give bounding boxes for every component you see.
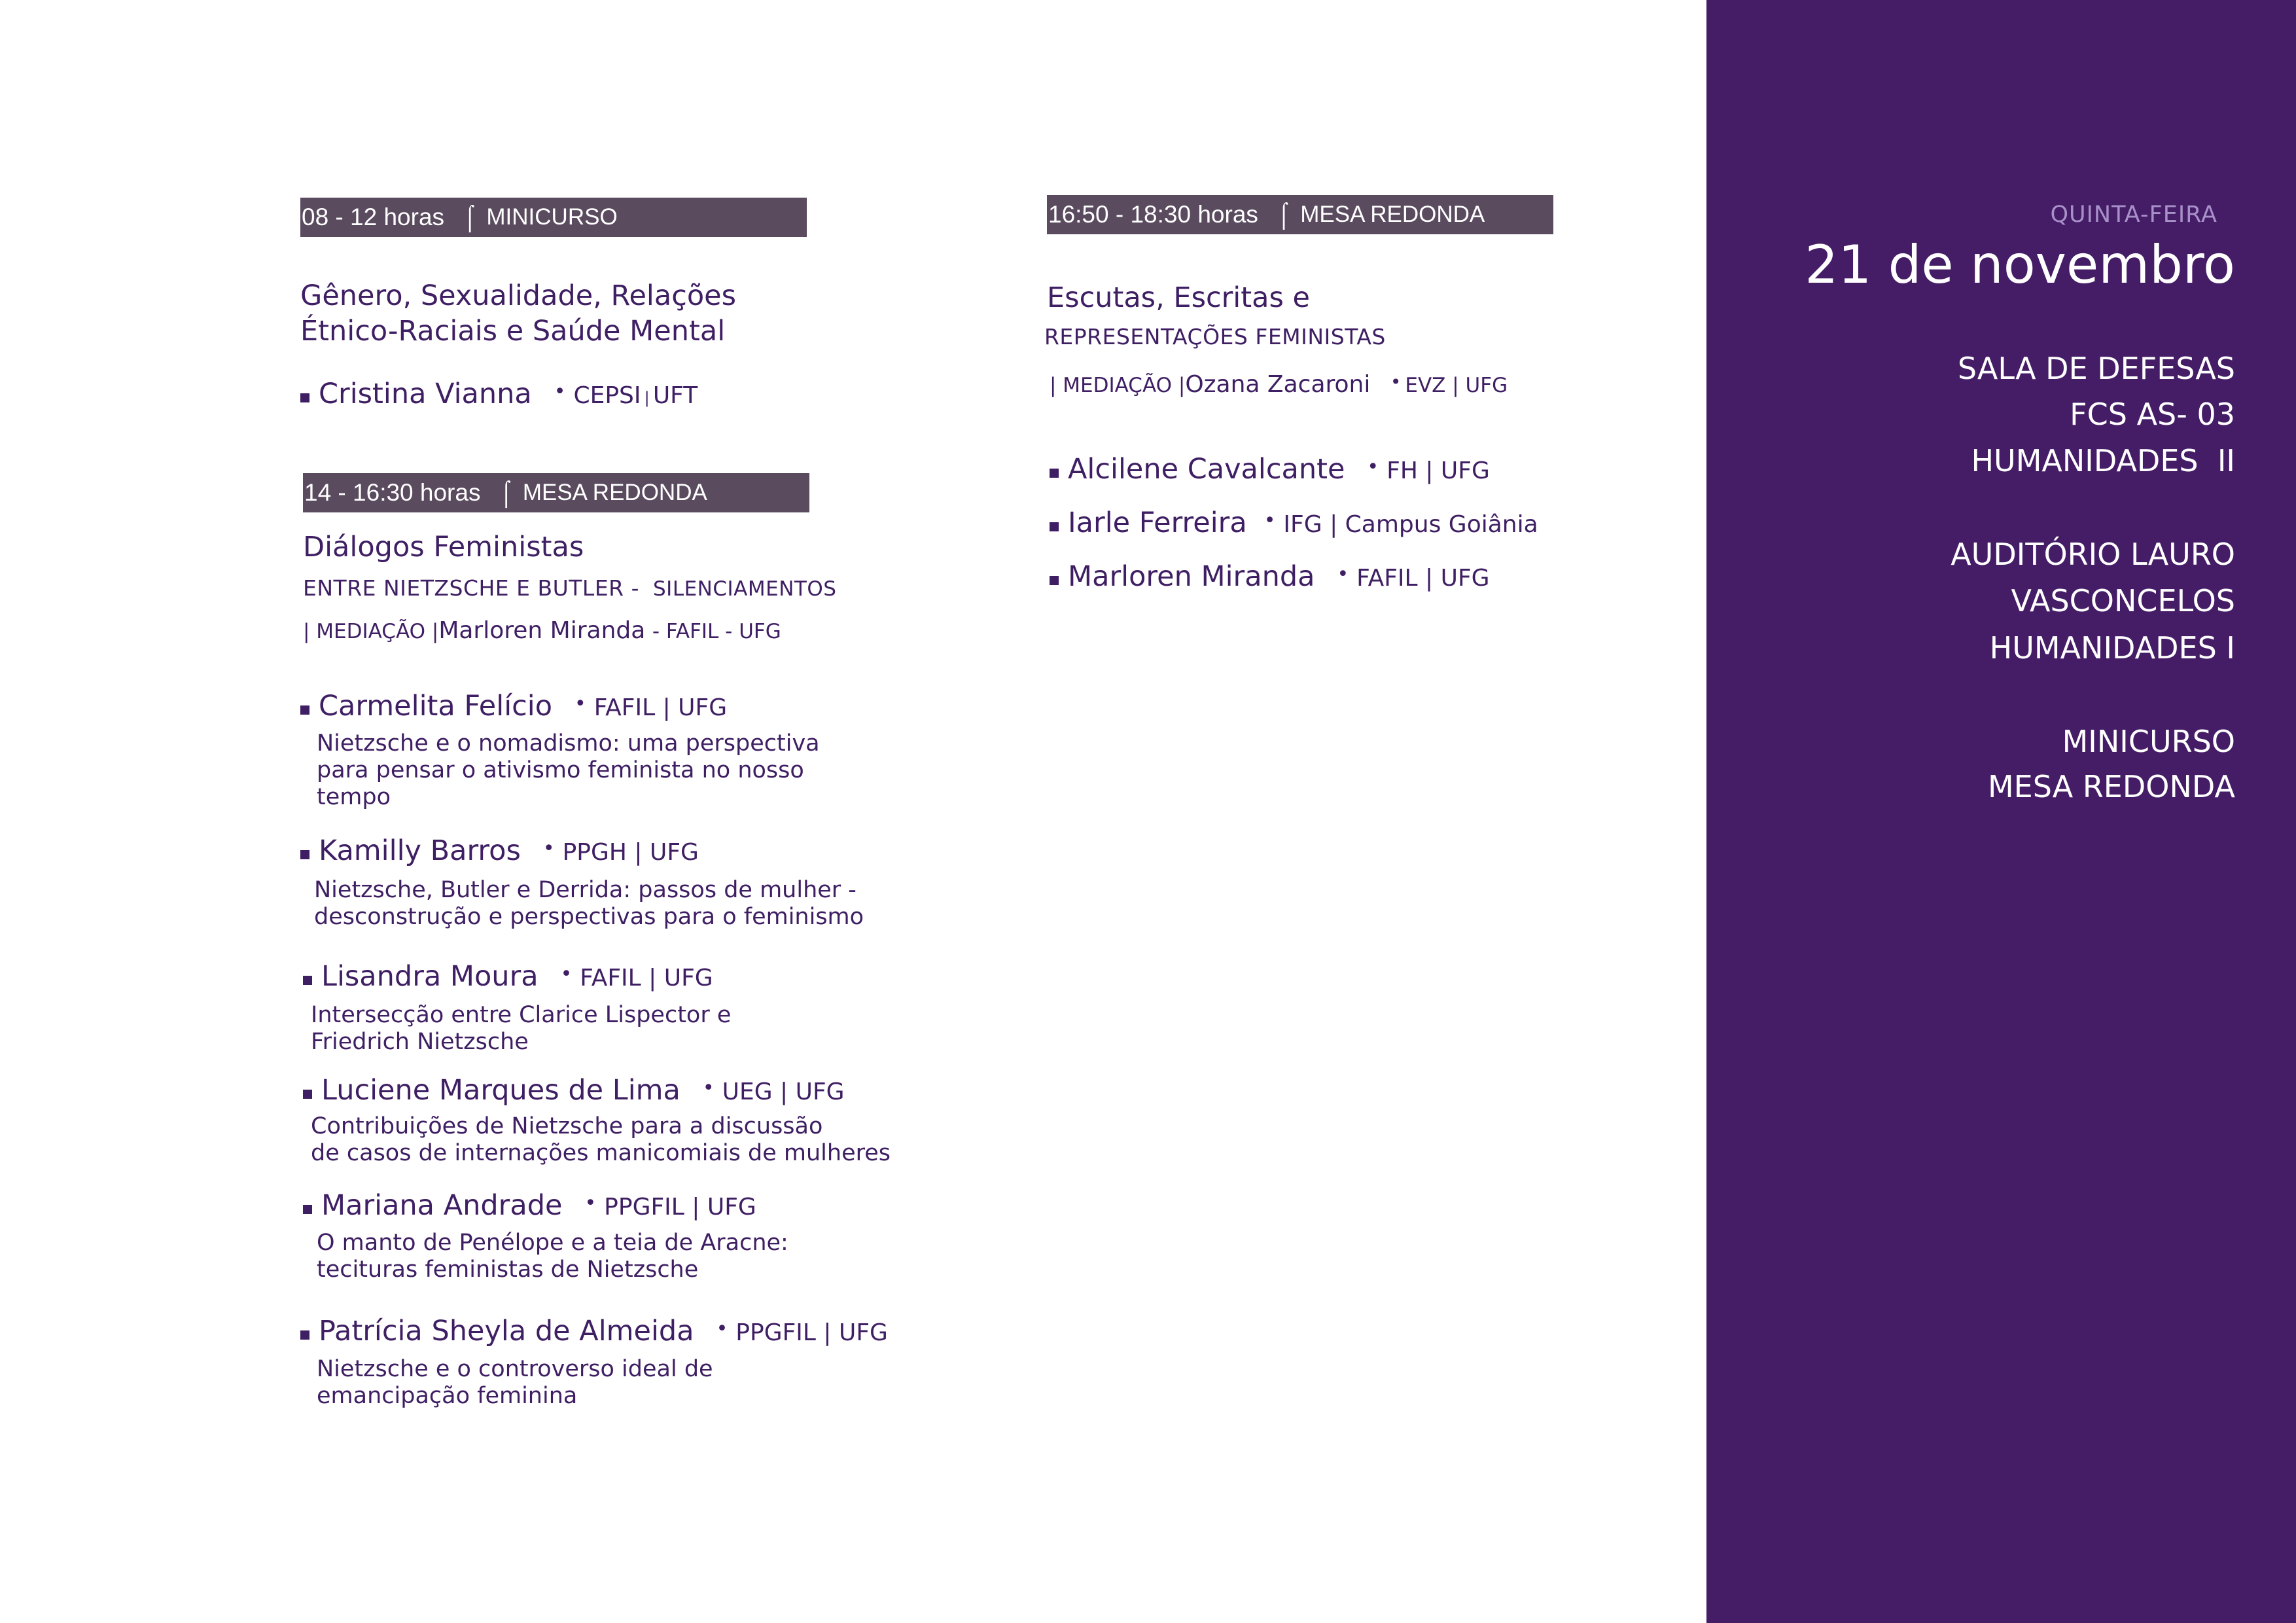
- talk-title: [311, 1002, 731, 1056]
- talk-line: desconstrução e perspectivas para o feminismo: [314, 904, 864, 930]
- bullet-square-icon: [1050, 522, 1059, 531]
- dot-icon: •: [702, 1077, 715, 1099]
- type-minicurso: MINICURSO: [2062, 724, 2235, 759]
- type-mesa-redonda: MESA REDONDA: [1987, 769, 2235, 804]
- time-bar-minicurso: [300, 198, 807, 237]
- speaker-name: Cristina Vianna: [319, 378, 532, 410]
- speaker-row: [303, 1189, 756, 1222]
- mediation-line: [303, 617, 781, 644]
- session-title: Diálogos Feministas: [303, 531, 584, 563]
- room1-line3: HUMANIDADES II: [1971, 443, 2235, 478]
- session-subtitle: REPRESENTAÇÕES FEMINISTAS: [1044, 324, 1386, 349]
- talk-line: Nietzsche e o nomadismo: uma perspectiva: [317, 730, 820, 757]
- talk-title: [314, 877, 864, 931]
- speaker-affiliation: IFG | Campus Goiânia: [1283, 511, 1538, 538]
- session-title: Escutas, Escritas e: [1047, 281, 1310, 314]
- speaker-row: [1050, 507, 1538, 539]
- speaker-name: Mariana Andrade: [321, 1189, 563, 1222]
- room2-line2: VASCONCELOS: [2011, 583, 2235, 618]
- time-bar-mesa-redonda-1: [303, 473, 809, 512]
- date-title: 21 de novembro: [1805, 234, 2235, 295]
- session-time: 08 - 12 horas: [302, 204, 445, 230]
- dot-icon: •: [1390, 371, 1402, 393]
- bullet-square-icon: [303, 976, 312, 985]
- session-subtitle: [303, 575, 836, 601]
- session-type: MESA REDONDA: [522, 480, 707, 505]
- session-type: MINICURSO: [486, 204, 618, 230]
- mediation-line: [1050, 371, 1508, 398]
- bullet-square-icon: [303, 1090, 312, 1099]
- speaker-row: [303, 960, 713, 993]
- talk-line: Intersecção entre Clarice Lispector e: [311, 1002, 732, 1028]
- talk-title: [317, 730, 820, 811]
- talk-title: [317, 1356, 713, 1410]
- separator-icon: ⌠: [499, 479, 514, 506]
- talk-line: Friedrich Nietzsche: [311, 1029, 529, 1055]
- speaker-affiliation: CEPSI: [573, 382, 641, 409]
- dot-icon: •: [560, 963, 573, 986]
- bullet-square-icon: [303, 1205, 312, 1214]
- bullet-square-icon: [300, 850, 309, 859]
- speaker-affiliation: FAFIL | UFG: [1356, 565, 1490, 592]
- speaker-name: Kamilly Barros: [319, 834, 521, 867]
- time-bar-mesa-redonda-2: [1047, 195, 1553, 234]
- dot-icon: •: [1263, 509, 1276, 532]
- speaker-affiliation: PPGH | UFG: [562, 839, 699, 866]
- mediator-name: Marloren Miranda: [438, 617, 646, 644]
- separator-icon: ⌠: [1276, 201, 1292, 228]
- speaker-affiliation: FAFIL | UFG: [580, 965, 713, 991]
- bullet-square-icon: [300, 705, 309, 715]
- subtitle-tail: SILENCIAMENTOS: [653, 577, 837, 601]
- speaker-name: Luciene Marques de Lima: [321, 1074, 680, 1107]
- talk-line: Nietzsche, Butler e Derrida: passos de mulher -: [314, 877, 857, 903]
- speaker-name: Iarle Ferreira: [1068, 507, 1247, 539]
- bullet-square-icon: [1050, 576, 1059, 585]
- talk-title: [311, 1113, 891, 1167]
- speaker-row: [300, 1315, 888, 1347]
- speaker-row: [300, 834, 699, 867]
- talk-line: para pensar o ativismo feminista no nosso: [317, 757, 804, 783]
- speaker-name: Marloren Miranda: [1068, 560, 1315, 593]
- speaker-row: [300, 378, 698, 410]
- dot-icon: •: [542, 837, 555, 860]
- speaker-row: [1050, 453, 1490, 486]
- speaker-affiliation: UEG | UFG: [722, 1079, 845, 1105]
- affiliation-separator: |: [644, 389, 650, 407]
- speaker-row: [303, 1074, 845, 1107]
- talk-line: de casos de internações manicomiais de mulheres: [311, 1140, 891, 1166]
- speaker-name: Carmelita Felício: [319, 690, 553, 722]
- session-title-line1: Gênero, Sexualidade, Relações: [300, 279, 737, 312]
- session-title-line2: Étnico-Raciais e Saúde Mental: [300, 315, 726, 348]
- talk-line: Nietzsche e o controverso ideal de: [317, 1356, 713, 1382]
- bullet-square-icon: [300, 393, 309, 402]
- weekday-label: QUINTA-FEIRA: [2050, 202, 2217, 228]
- mediator-affiliation: - FAFIL - UFG: [652, 620, 781, 643]
- dot-icon: •: [554, 380, 566, 403]
- speaker-affiliation: FAFIL | UFG: [593, 694, 728, 721]
- talk-line: O manto de Penélope e a teia de Aracne:: [317, 1230, 788, 1256]
- session-time: 16:50 - 18:30 horas: [1048, 201, 1258, 228]
- mediator-name: Ozana Zacaroni: [1185, 371, 1371, 398]
- speaker-row: [300, 690, 727, 722]
- room1-line2: FCS AS- 03: [2070, 397, 2235, 432]
- session-time: 14 - 16:30 horas: [304, 479, 481, 506]
- speaker-affiliation: PPGFIL | UFG: [735, 1319, 888, 1346]
- mediation-label: | MEDIAÇÃO |: [1050, 374, 1186, 397]
- speaker-affiliation-2: UFT: [652, 382, 698, 409]
- talk-line: emancipação feminina: [317, 1383, 578, 1409]
- talk-line: tempo: [317, 784, 391, 810]
- speaker-name: Patrícia Sheyla de Almeida: [319, 1315, 694, 1347]
- dot-icon: •: [1367, 455, 1379, 478]
- speaker-name: Alcilene Cavalcante: [1068, 453, 1345, 486]
- speaker-affiliation: PPGFIL | UFG: [604, 1194, 756, 1221]
- separator-icon: ⌠: [463, 204, 478, 230]
- speaker-row: [1050, 560, 1490, 593]
- mediation-label: | MEDIAÇÃO |: [303, 620, 439, 643]
- talk-line: Contribuições de Nietzsche para a discussão: [311, 1113, 823, 1139]
- room1-line1: SALA DE DEFESAS: [1957, 351, 2235, 386]
- sidebar-panel: [1706, 0, 2296, 1623]
- bullet-square-icon: [300, 1330, 309, 1340]
- subtitle-main: ENTRE NIETZSCHE E BUTLER -: [303, 575, 639, 601]
- dot-icon: •: [584, 1192, 597, 1215]
- mediator-affiliation: EVZ | UFG: [1405, 374, 1508, 397]
- session-type: MESA REDONDA: [1300, 202, 1485, 227]
- talk-title: [317, 1230, 788, 1283]
- dot-icon: •: [716, 1317, 728, 1340]
- dot-icon: •: [1337, 563, 1349, 586]
- room2-line1: AUDITÓRIO LAURO: [1951, 537, 2235, 572]
- talk-line: tecituras feministas de Nietzsche: [317, 1257, 699, 1283]
- dot-icon: •: [574, 692, 586, 715]
- room2-line3: HUMANIDADES I: [1989, 630, 2235, 666]
- bullet-square-icon: [1050, 469, 1059, 478]
- speaker-affiliation: FH | UFG: [1386, 457, 1490, 484]
- speaker-name: Lisandra Moura: [321, 960, 539, 993]
